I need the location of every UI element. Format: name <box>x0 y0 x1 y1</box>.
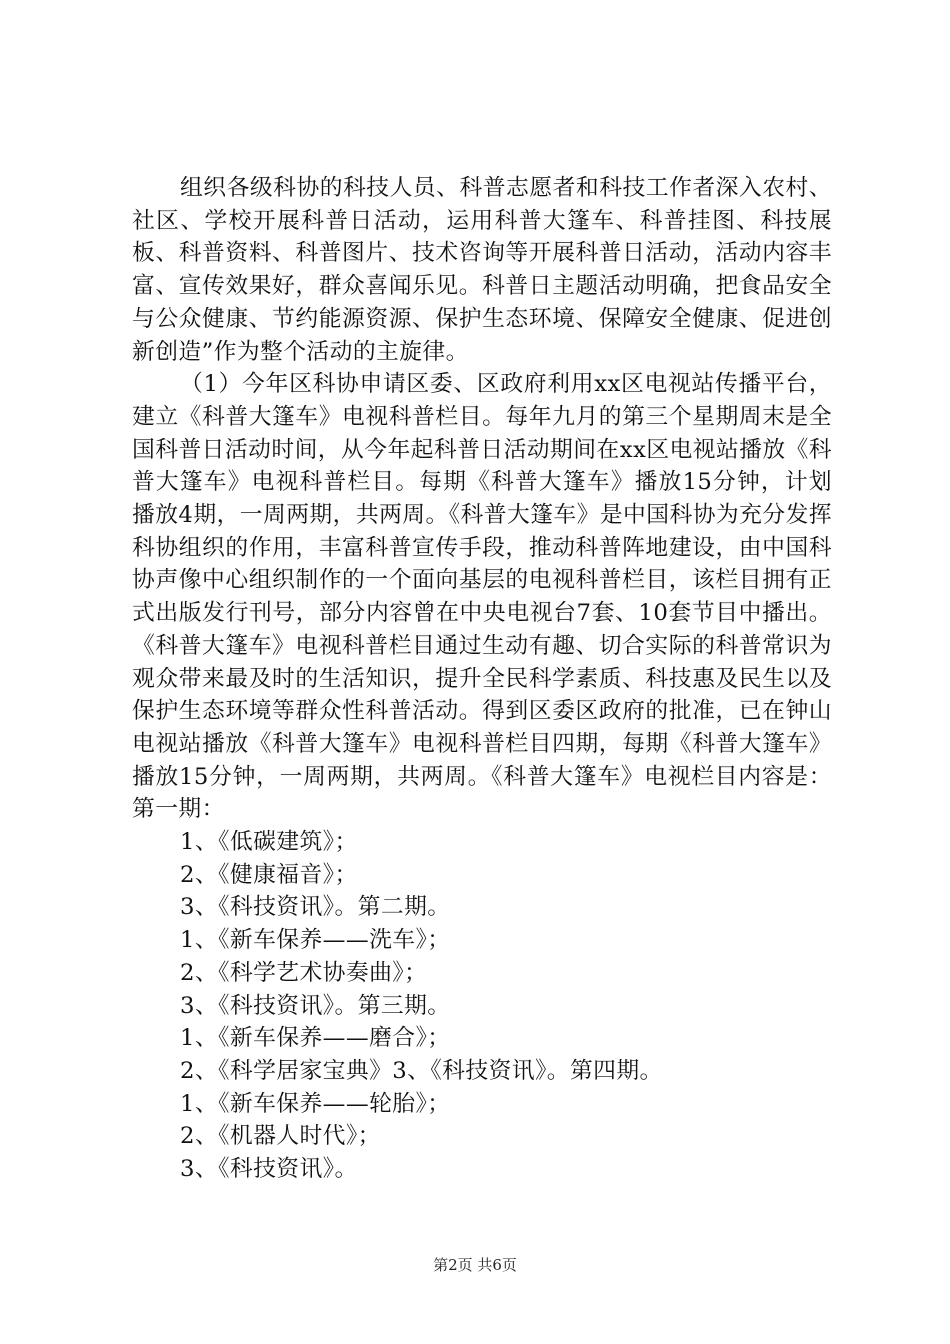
paragraph-science-day-activities: 组织各级科协的科技人员、科普志愿者和科技工作者深入农村、社区、学校开展科普日活动，运用科普大篷车、科普挂图、科技展板、科普资料、科普图片、技术咨询等开展科普日活动，活动内容丰富、宣传效果好，群众喜闻乐见。科普日主题活动明确，把食品安全与公众健康、节约能源资源、保护生态环境、保障安全健康、促进创新创造”作为整个活动的主旋律。 <box>132 175 832 365</box>
paragraph-science-caravan-program: （1）今年区科协申请区委、区政府利用xx区电视站传播平台，建立《科普大篷车》电视科普栏目。每年九月的第三个星期周末是全国科普日活动时间，从今年起科普日活动期间在xx区电视站播放《科普大篷车》电视科普栏目。每期《科普大篷车》播放15分钟，计划播放4期，一周两期，共两周。《科普大篷车》是中国科协为充分发挥科协组织的作用，丰富科普宣传手段，推动科普阵地建设，由中国科协声像中心组织制作的一个面向基层的电视科普栏目，该栏目拥有正式出版发行刊号，部分内容曾在中央电视台7套、10套节目中播出。《科普大篷车》电视科普栏目通过生动有趣、切合实际的科普常识为观众带来最及时的生活知识，提升全民科学素质、科技惠及民生以及保护生态环境等群众性科普活动。得到区委区政府的批准，已在钟山电视站播放《科普大篷车》电视科普栏目四期，每期《科普大篷车》播放15分钟，一周两期，共两周。《科普大篷车》电视栏目内容是：第一期： <box>132 371 832 823</box>
list-item: 2、《机器人时代》； <box>180 1123 381 1150</box>
list-item: 1、《低碳建筑》； <box>180 829 358 856</box>
list-item: 2、《科学艺术协奏曲》； <box>180 959 428 986</box>
list-item: 1、《新车保养——磨合》； <box>180 1025 451 1052</box>
list-item: 3、《科技资讯》。 <box>180 1156 358 1183</box>
page-footer: 第2页 共6页 <box>433 1256 517 1274</box>
list-item: 2、《科学居家宝典》3、《科技资讯》。第四期。 <box>180 1057 663 1084</box>
list-item: 3、《科技资讯》。第三期。 <box>180 992 451 1019</box>
document-body <box>132 172 832 1186</box>
list-item: 3、《科技资讯》。第二期。 <box>180 894 451 921</box>
list-item: 1、《新车保养——轮胎》； <box>180 1090 451 1117</box>
list-item: 1、《新车保养——洗车》； <box>180 927 451 954</box>
list-item: 2、《健康福音》； <box>180 861 358 888</box>
